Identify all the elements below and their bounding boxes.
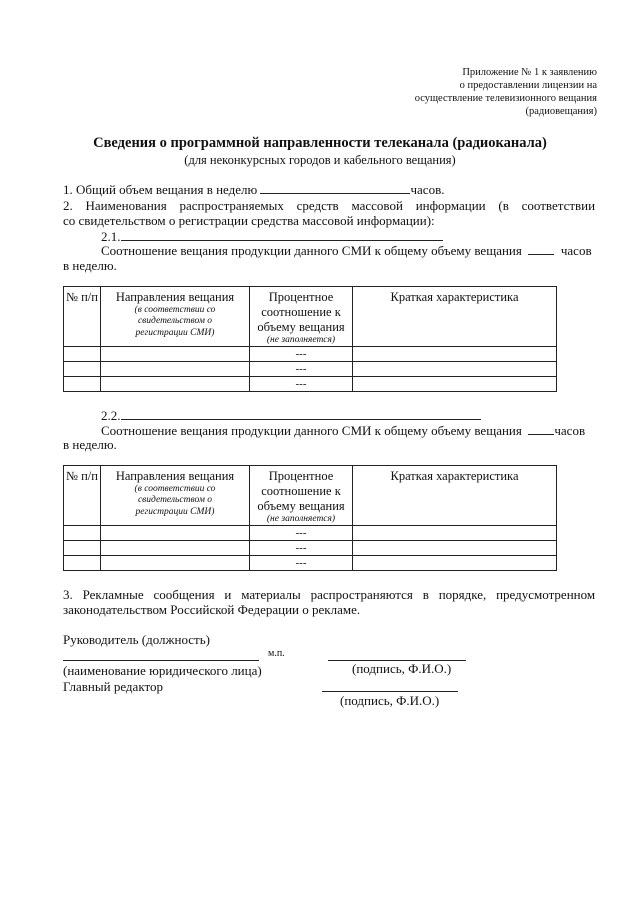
percent-cell: --- (250, 377, 353, 392)
item-3-line-1: 3. Рекламные сообщения и материалы распространяются в порядке, предусмотренном (63, 587, 596, 602)
document-subtitle: (для неконкурсных городов и кабельного вещания) (184, 153, 456, 167)
signature-caption-1: (подпись, Ф.И.О.) (352, 661, 452, 676)
section-2-1-ratio: Соотношение вещания продукции данного СМИ к общему объему вещания часов (101, 243, 592, 258)
annex-line-4: (радиовещания) (525, 106, 597, 118)
ratio-hours-field-2[interactable] (528, 423, 554, 435)
item-3-line-2: законодательством Российской Федерации о рекламе. (63, 602, 361, 617)
section-2-2-heading (101, 408, 481, 424)
entity-signature-line[interactable] (63, 660, 259, 661)
percent-cell: --- (250, 541, 353, 556)
directions-table-1 (63, 286, 557, 392)
section-2-2-ratio-cont: в неделю. (63, 437, 117, 452)
percent-cell: --- (250, 526, 353, 541)
signature-caption-2: (подпись, Ф.И.О.) (340, 693, 440, 708)
media-name-field-2[interactable] (121, 408, 481, 420)
section-2-1-ratio-cont: в неделю. (63, 258, 117, 273)
header-percent: Процентное соотношение к объему вещания (не заполняется) (250, 287, 353, 347)
head-position-label: Руководитель (должность) (63, 632, 210, 647)
table-row (64, 541, 557, 556)
header-description: Краткая характеристика (353, 287, 557, 347)
section-2-1-number: 2.1. (101, 229, 121, 244)
header-direction: Направления вещания (в соответствии со свидетельством о регистрации СМИ) (101, 466, 250, 526)
header-number: № п/п (64, 287, 101, 347)
header-description: Краткая характеристика (353, 466, 557, 526)
section-2-2-number: 2.2. (101, 408, 121, 423)
weekly-volume-field[interactable] (260, 182, 410, 194)
annex-line-2: о предоставлении лицензии на (459, 80, 597, 92)
percent-cell: --- (250, 556, 353, 571)
table-row (64, 362, 557, 377)
header-percent: Процентное соотношение к объему вещания (не заполняется) (250, 466, 353, 526)
section-2-2-ratio: Соотношение вещания продукции данного СМИ к общему объему вещания часов (101, 423, 586, 438)
document-title: Сведения о программной направленности телеканала (радиоканала) (93, 135, 547, 151)
directions-table-2 (63, 465, 557, 571)
header-direction: Направления вещания (в соответствии со свидетельством о регистрации СМИ) (101, 287, 250, 347)
table-row (64, 556, 557, 571)
table-header-row (64, 466, 557, 526)
table-row (64, 347, 557, 362)
item-1-label: 1. Общий объем вещания в неделю (63, 182, 258, 197)
annex-line-3: осуществление телевизионного вещания (414, 93, 597, 105)
chief-editor-label: Главный редактор (63, 679, 163, 694)
media-name-field-1[interactable] (121, 229, 443, 241)
item-1-unit: часов. (410, 182, 445, 197)
annex-line-1: Приложение № 1 к заявлению (462, 67, 597, 78)
item-2-line-2: со свидетельством о регистрации средства массовой информации): (63, 213, 435, 228)
ratio-hours-field-1[interactable] (528, 243, 554, 255)
percent-cell: --- (250, 347, 353, 362)
header-number: № п/п (64, 466, 101, 526)
table-row (64, 526, 557, 541)
percent-cell: --- (250, 362, 353, 377)
item-1 (63, 182, 444, 198)
table-row (64, 377, 557, 392)
annex-note (415, 66, 597, 119)
stamp-label: м.п. (268, 648, 285, 659)
table-header-row (64, 287, 557, 347)
entity-name-label: (наименование юридического лица) (63, 663, 262, 678)
item-2-line-1: 2. Наименования распространяемых средств массовой информации (в соответствии (63, 198, 596, 213)
editor-signature-line[interactable] (322, 691, 458, 692)
